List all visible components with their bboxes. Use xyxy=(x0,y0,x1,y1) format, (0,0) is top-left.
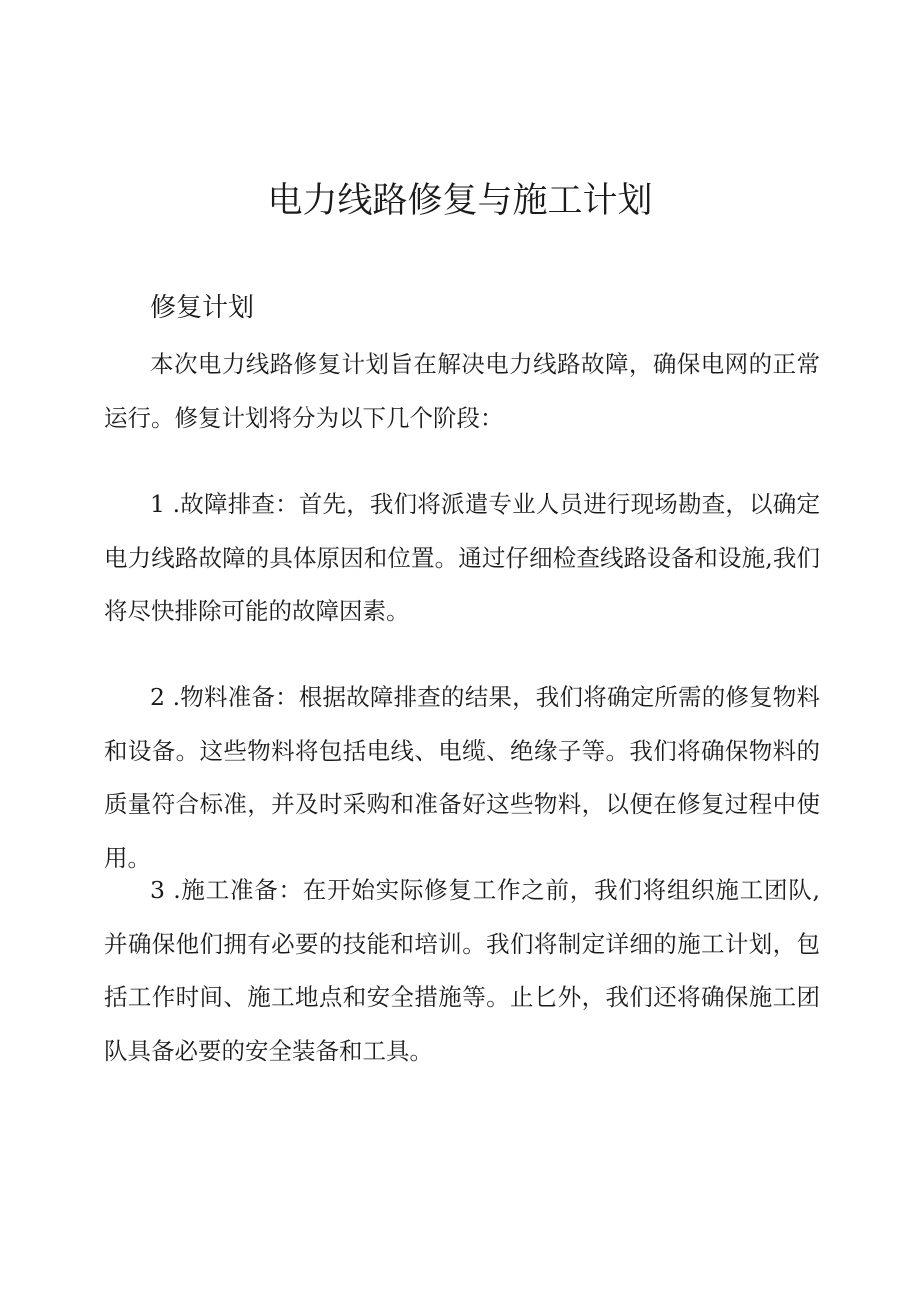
document-title: 电力线路修复与施工计划 xyxy=(267,181,653,221)
step-paragraph-1: 1 .故障排查：首先，我们将派遣专业人员进行现场勘查，以确定电力线路故障的具体原因和位置。通过仔细检查线路设备和设施,我们将尽快排除可能的故障因素。 xyxy=(104,490,820,625)
section-heading: 修复计划 xyxy=(150,293,255,323)
intro-paragraph: 本次电力线路修复计划旨在解决电力线路故障，确保电网的正常运行。修复计划将分为以下几个阶段： xyxy=(104,350,820,432)
step-paragraph-3: 3 .施工准备：在开始实际修复工作之前，我们将组织施工团队,并确保他们拥有必要的技能和培训。我们将制定详细的施工计划，包括工作时间、施工地点和安全措施等。止匕外，我们还将确保施工团队具备必要的安全装备和工具。 xyxy=(104,876,820,1065)
step-paragraph-2: 2 .物料准备：根据故障排查的结果，我们将确定所需的修复物料和设备。这些物料将包括电线、电缆、绝缘子等。我们将确保物料的质量符合标准，并及时采购和准备好这些物料，以便在修复过程中使用。 xyxy=(104,683,820,872)
